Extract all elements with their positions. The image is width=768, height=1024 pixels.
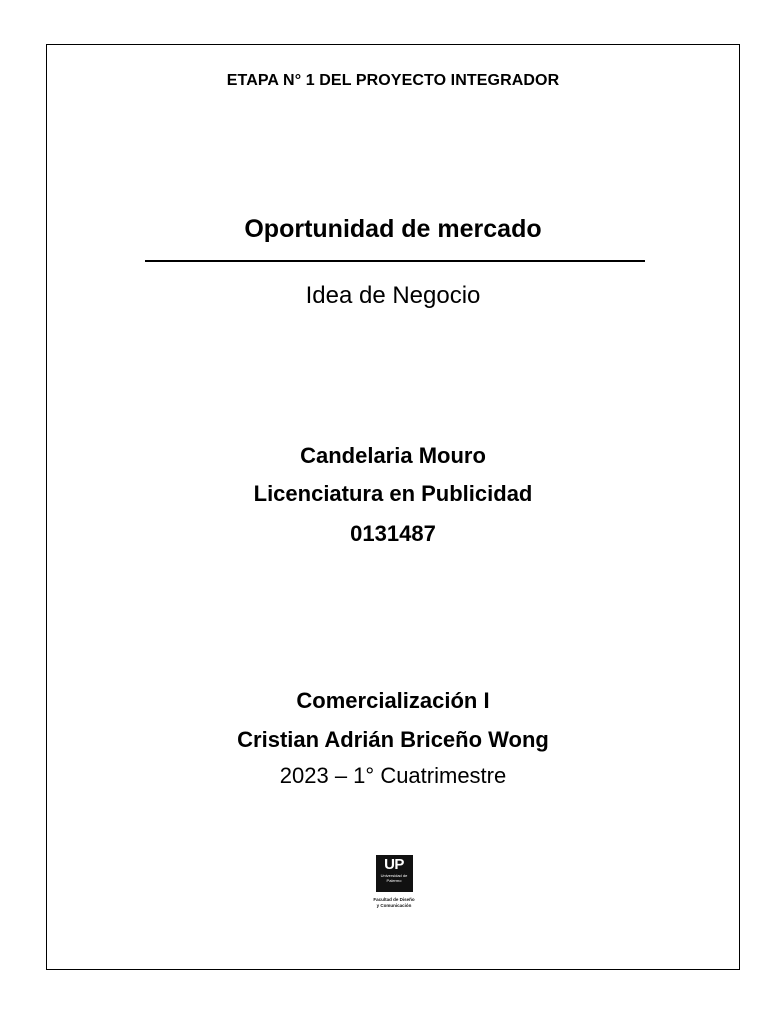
title-divider (145, 260, 645, 262)
course-name: Comercialización I (296, 688, 490, 713)
stage-heading: ETAPA N° 1 DEL PROYECTO INTEGRADOR (226, 72, 560, 89)
university-logo (369, 855, 419, 908)
student-id: 0131487 (350, 521, 436, 546)
logo-mark (376, 855, 413, 892)
course-period: 2023 – 1° Cuatrimestre (279, 763, 507, 788)
student-name: Candelaria Mouro (300, 443, 486, 468)
document-title: Oportunidad de mercado (244, 215, 542, 243)
logo-faculty-line-1: Facultad de Diseño (373, 897, 415, 902)
document-subtitle: Idea de Negocio (305, 282, 481, 309)
student-career: Licenciatura en Publicidad (253, 481, 533, 506)
page-frame (46, 44, 740, 970)
logo-institution: Universidad de Palermo (380, 873, 408, 883)
logo-initials: UP (384, 856, 404, 873)
professor-name: Cristian Adrián Briceño Wong (237, 727, 549, 752)
logo-caption (369, 897, 419, 908)
logo-faculty-line-2: y Comunicación (376, 902, 412, 908)
